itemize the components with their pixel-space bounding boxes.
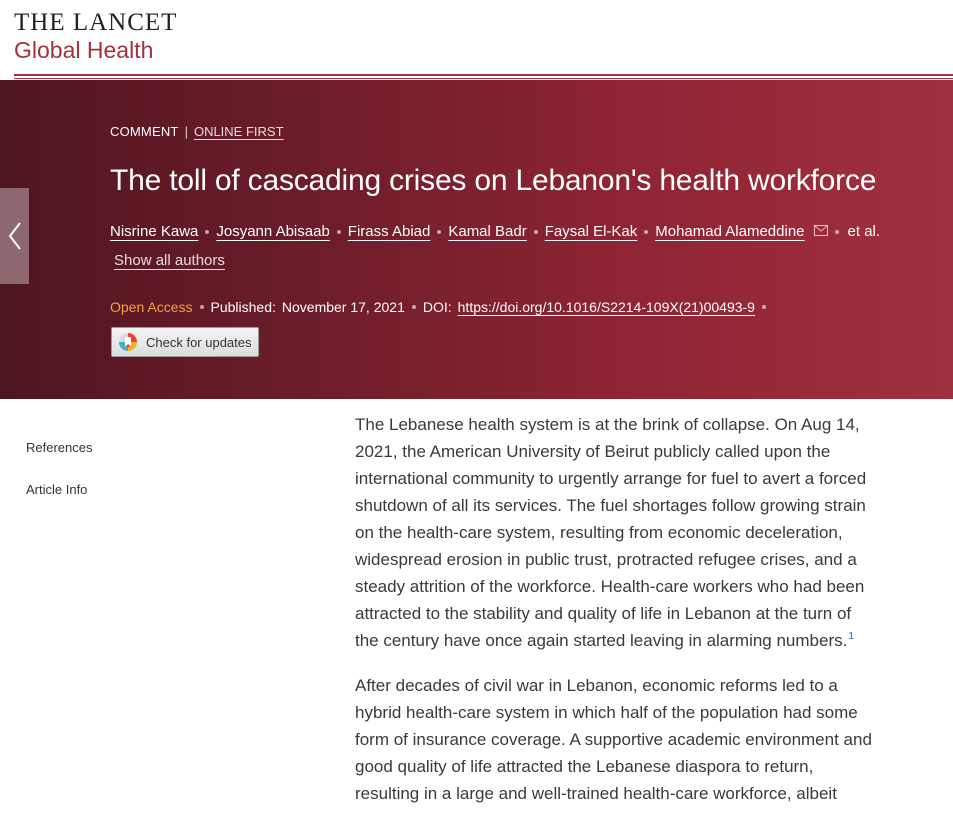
journal-logo[interactable] xyxy=(14,10,177,64)
logo-the-lancet: THE LANCET xyxy=(14,9,178,36)
check-for-updates-button[interactable] xyxy=(111,327,259,357)
article-title: The toll of cascading crises on Lebanon's health workforce xyxy=(110,164,877,197)
meta-separator xyxy=(762,305,766,309)
author-link[interactable]: Nisrine Kawa xyxy=(110,223,199,240)
doi-link[interactable]: https://doi.org/10.1016/S2214-109X(21)00493-9 xyxy=(457,299,755,315)
body-paragraph: After decades of civil war in Lebanon, economic reforms led to a hybrid health-care system in which half of the population had some form of insurance coverage. A supportive academic environment and good quality of life attracted the Lebanese diaspora to return, resulting in a large and well-trained health-care workforce, albeit xyxy=(355,676,872,803)
author-link[interactable]: Firass Abiad xyxy=(347,223,431,240)
nav-item-article-info[interactable]: Article Info xyxy=(26,482,88,497)
reference-link[interactable]: 1 xyxy=(848,631,854,643)
author-list xyxy=(110,223,880,240)
paragraph-text: The Lebanese health system is at the brink of collapse. On Aug 14, 2021, the American University of Beirut publicly called upon the international community to urgently arrange for fuel to avert a forced shutdown of all its services. The fuel shortages follow growing strain on the health-care system, resulting from economic deceleration, widespread erosion in public trust, protracted refugee crises, and a steady attrition of the workforce. Health-care workers who had been attracted to the stability and quality of life in Lebanon at the turn of the century have once again started leaving in alarming numbers. xyxy=(355,415,867,650)
article-kicker xyxy=(110,124,284,139)
author-link[interactable]: Kamal Badr xyxy=(448,223,527,240)
previous-article-button[interactable] xyxy=(0,188,29,284)
kicker-separator: | xyxy=(184,124,188,139)
meta-separator xyxy=(200,305,204,309)
article-side-nav xyxy=(26,440,92,524)
published-label: Published: xyxy=(210,299,276,315)
article-meta xyxy=(110,299,773,315)
meta-separator xyxy=(412,305,416,309)
author-separator xyxy=(644,230,648,234)
check-for-updates-label: Check for updates xyxy=(146,334,252,350)
body-paragraph xyxy=(355,411,875,654)
article-hero xyxy=(0,80,953,399)
logo-global-health: Global Health xyxy=(14,37,154,63)
author-link[interactable]: Josyann Abisaab xyxy=(216,223,330,240)
article-body xyxy=(355,411,875,817)
author-separator xyxy=(205,230,209,234)
published-date: November 17, 2021 xyxy=(281,299,405,315)
doi-label: DOI: xyxy=(422,299,452,315)
header-divider-thin xyxy=(14,78,953,79)
header-divider xyxy=(14,74,953,76)
show-all-authors-link[interactable]: Show all authors xyxy=(114,252,225,269)
author-separator xyxy=(835,230,839,234)
author-link[interactable]: Faysal El-Kak xyxy=(544,223,638,240)
author-separator xyxy=(534,230,538,234)
article-type: COMMENT xyxy=(110,124,179,139)
crossmark-icon xyxy=(118,332,138,352)
open-access-badge: Open Access xyxy=(110,299,193,315)
et-al-text: et al. xyxy=(847,223,881,240)
author-link[interactable]: Mohamad Alameddine xyxy=(655,223,805,240)
author-separator xyxy=(337,230,341,234)
chevron-left-icon xyxy=(8,221,22,251)
nav-item-references[interactable]: References xyxy=(26,440,93,455)
online-first-link[interactable]: ONLINE FIRST xyxy=(193,124,284,139)
email-icon[interactable] xyxy=(814,223,828,240)
author-separator xyxy=(437,230,441,234)
